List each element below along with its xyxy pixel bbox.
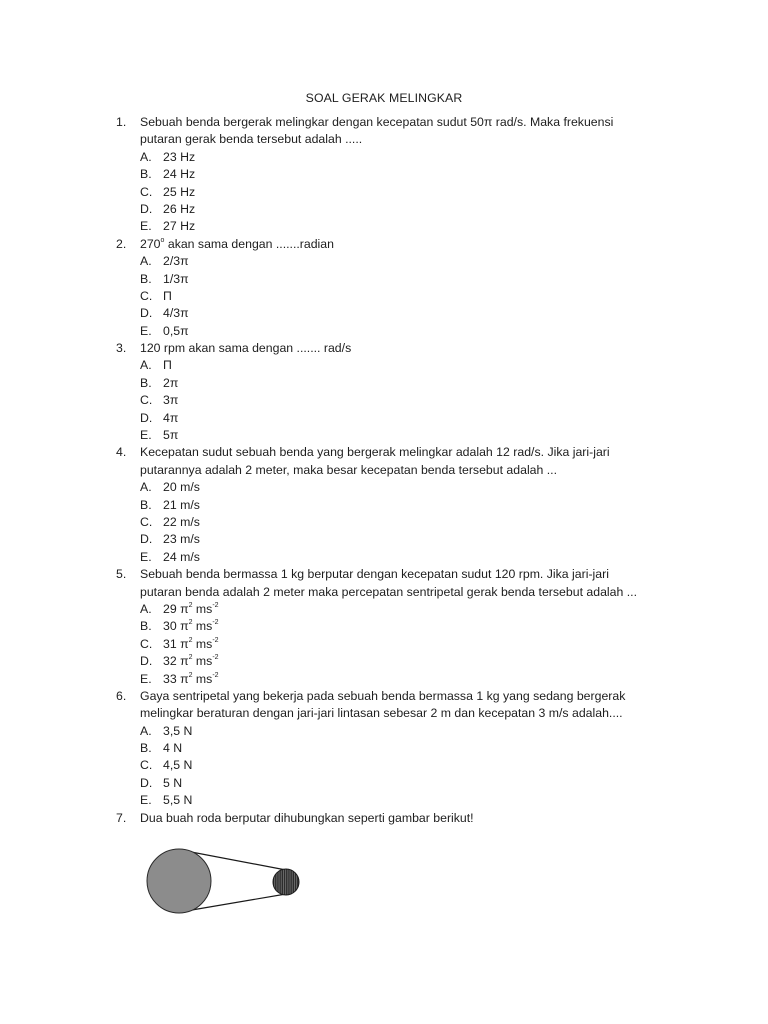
option-letter: D. xyxy=(140,306,153,321)
option-letter: D. xyxy=(140,775,153,790)
option-text: 25 Hz xyxy=(163,184,196,199)
option-letter: A. xyxy=(140,601,152,616)
option-text: 29 π xyxy=(163,601,189,616)
option-text: 3π xyxy=(163,393,179,408)
answer-option xyxy=(0,514,768,531)
question-line xyxy=(0,114,768,131)
option-letter: C. xyxy=(140,514,153,529)
option-text: 3,5 N xyxy=(163,723,193,738)
question-line xyxy=(0,462,768,479)
option-text: 30 π xyxy=(163,619,189,634)
question-number: 5. xyxy=(116,567,127,582)
large-wheel xyxy=(147,849,211,913)
option-text: ms xyxy=(192,619,213,634)
question-item xyxy=(0,114,768,236)
option-letter: D. xyxy=(140,410,153,425)
option-letter: C. xyxy=(140,758,153,773)
option-letter: B. xyxy=(140,741,152,756)
option-text: 23 Hz xyxy=(163,149,196,164)
question-text: putaran gerak benda tersebut adalah ..... xyxy=(140,132,363,147)
superscript: 2 xyxy=(188,671,193,679)
question-item xyxy=(0,340,768,444)
option-text: 4 N xyxy=(163,741,183,756)
option-text: 4π xyxy=(163,410,179,425)
option-letter: E. xyxy=(140,323,152,338)
answer-option xyxy=(0,271,768,288)
option-letter: A. xyxy=(140,723,152,738)
option-letter: A. xyxy=(140,254,152,269)
answer-option xyxy=(0,671,768,688)
option-letter: C. xyxy=(140,393,153,408)
option-text: ms xyxy=(192,671,213,686)
option-letter: D. xyxy=(140,654,153,669)
superscript: -2 xyxy=(212,671,219,679)
question-text: Gaya sentripetal yang bekerja pada sebuah benda bermassa 1 kg yang sedang bergerak xyxy=(140,688,626,703)
option-text: ms xyxy=(192,654,213,669)
option-letter: C. xyxy=(140,636,153,651)
page-title: SOAL GERAK MELINGKAR xyxy=(305,91,463,105)
answer-option xyxy=(0,201,768,218)
question-item xyxy=(0,236,768,340)
option-text: 22 m/s xyxy=(163,514,200,529)
option-letter: E. xyxy=(140,549,152,564)
option-letter: C. xyxy=(140,184,153,199)
option-letter: A. xyxy=(140,149,152,164)
question-line xyxy=(0,444,768,461)
option-letter: B. xyxy=(140,497,152,512)
option-letter: B. xyxy=(140,167,152,182)
option-letter: B. xyxy=(140,271,152,286)
question-number: 4. xyxy=(116,445,127,460)
answer-option xyxy=(0,392,768,409)
option-letter: B. xyxy=(140,619,152,634)
connected-wheels-figure xyxy=(140,842,310,922)
option-text: 5π xyxy=(163,428,179,443)
question-item xyxy=(0,444,768,566)
option-text: Π xyxy=(163,358,172,373)
question-text: 120 rpm akan sama dengan ....... rad/s xyxy=(140,341,352,356)
answer-option xyxy=(0,288,768,305)
superscript: -2 xyxy=(212,619,219,627)
answer-option xyxy=(0,323,768,340)
option-letter: A. xyxy=(140,480,152,495)
answer-option xyxy=(0,410,768,427)
option-text: 27 Hz xyxy=(163,219,196,234)
answer-option xyxy=(0,149,768,166)
question-line xyxy=(0,584,768,601)
question-text: putarannya adalah 2 meter, maka besar kecepatan benda tersebut adalah ... xyxy=(140,462,558,477)
option-letter: D. xyxy=(140,532,153,547)
answer-option xyxy=(0,618,768,635)
option-text: 31 π xyxy=(163,636,189,651)
question-text: Dua buah roda berputar dihubungkan seperti gambar berikut! xyxy=(140,810,474,825)
answer-option xyxy=(0,427,768,444)
question-line xyxy=(0,340,768,357)
answer-option xyxy=(0,757,768,774)
answer-option xyxy=(0,166,768,183)
option-text: 20 m/s xyxy=(163,480,200,495)
question-text: Sebuah benda bermassa 1 kg berputar dengan kecepatan sudut 120 rpm. Jika jari-jari xyxy=(140,567,609,582)
answer-option xyxy=(0,531,768,548)
superscript: 2 xyxy=(188,636,193,644)
question-number: 6. xyxy=(116,688,127,703)
option-letter: E. xyxy=(140,428,152,443)
option-letter: C. xyxy=(140,288,153,303)
answer-option xyxy=(0,775,768,792)
option-text: 4/3π xyxy=(163,306,189,321)
small-wheel xyxy=(273,869,299,895)
option-letter: B. xyxy=(140,375,152,390)
question-item xyxy=(0,566,768,688)
question-item xyxy=(0,688,768,810)
answer-option xyxy=(0,792,768,809)
option-text: 24 Hz xyxy=(163,167,196,182)
question-list xyxy=(0,114,768,827)
option-text: 21 m/s xyxy=(163,497,200,512)
answer-option xyxy=(0,723,768,740)
question-line xyxy=(0,236,768,253)
question-text: putaran benda adalah 2 meter maka percepatan sentripetal gerak benda tersebut adalah ... xyxy=(140,584,637,599)
option-letter: E. xyxy=(140,793,152,808)
option-text: 2/3π xyxy=(163,254,189,269)
option-letter: E. xyxy=(140,671,152,686)
option-text: 26 Hz xyxy=(163,201,196,216)
answer-option xyxy=(0,479,768,496)
option-text: 5,5 N xyxy=(163,793,193,808)
superscript: 2 xyxy=(188,619,193,627)
question-item xyxy=(0,810,768,827)
question-text: melingkar beraturan dengan jari-jari lintasan sebesar 2 m dan kecepatan 3 m/s adalah.... xyxy=(140,706,623,721)
option-text: 5 N xyxy=(163,775,183,790)
option-letter: D. xyxy=(140,201,153,216)
option-text: 32 π xyxy=(163,654,189,669)
option-text: 23 m/s xyxy=(163,532,200,547)
question-line xyxy=(0,566,768,583)
superscript: o xyxy=(160,236,165,244)
superscript: -2 xyxy=(212,636,219,644)
option-text: 0,5π xyxy=(163,323,189,338)
question-text: Kecepatan sudut sebuah benda yang bergerak melingkar adalah 12 rad/s. Jika jari-jari xyxy=(140,445,610,460)
option-text: ms xyxy=(192,636,213,651)
answer-option xyxy=(0,653,768,670)
answer-option xyxy=(0,549,768,566)
option-letter: A. xyxy=(140,358,152,373)
option-text: Π xyxy=(163,288,172,303)
answer-option xyxy=(0,305,768,322)
question-number: 3. xyxy=(116,341,127,356)
question-line xyxy=(0,810,768,827)
answer-option xyxy=(0,184,768,201)
option-letter: E. xyxy=(140,219,152,234)
answer-option xyxy=(0,375,768,392)
option-text: ms xyxy=(192,601,213,616)
option-text: 4,5 N xyxy=(163,758,193,773)
question-number: 7. xyxy=(116,810,127,825)
answer-option xyxy=(0,218,768,235)
answer-option xyxy=(0,740,768,757)
question-number: 1. xyxy=(116,115,127,129)
question-text: akan sama dengan .......radian xyxy=(164,236,334,251)
answer-option xyxy=(0,601,768,618)
superscript: 2 xyxy=(188,654,193,662)
question-line xyxy=(0,705,768,722)
option-text: 2π xyxy=(163,375,179,390)
question-text: 270 xyxy=(140,236,161,251)
superscript: -2 xyxy=(212,654,219,662)
answer-option xyxy=(0,357,768,374)
option-text: 1/3π xyxy=(163,271,189,286)
superscript: 2 xyxy=(188,601,193,609)
answer-option xyxy=(0,636,768,653)
option-text: 33 π xyxy=(163,671,189,686)
answer-option xyxy=(0,497,768,514)
superscript: -2 xyxy=(212,601,219,609)
question-number: 2. xyxy=(116,236,127,251)
answer-option xyxy=(0,253,768,270)
option-text: 24 m/s xyxy=(163,549,200,564)
question-line xyxy=(0,131,768,148)
question-text: Sebuah benda bergerak melingkar dengan kecepatan sudut 50π rad/s. Maka frekuensi xyxy=(140,115,614,129)
question-line xyxy=(0,688,768,705)
